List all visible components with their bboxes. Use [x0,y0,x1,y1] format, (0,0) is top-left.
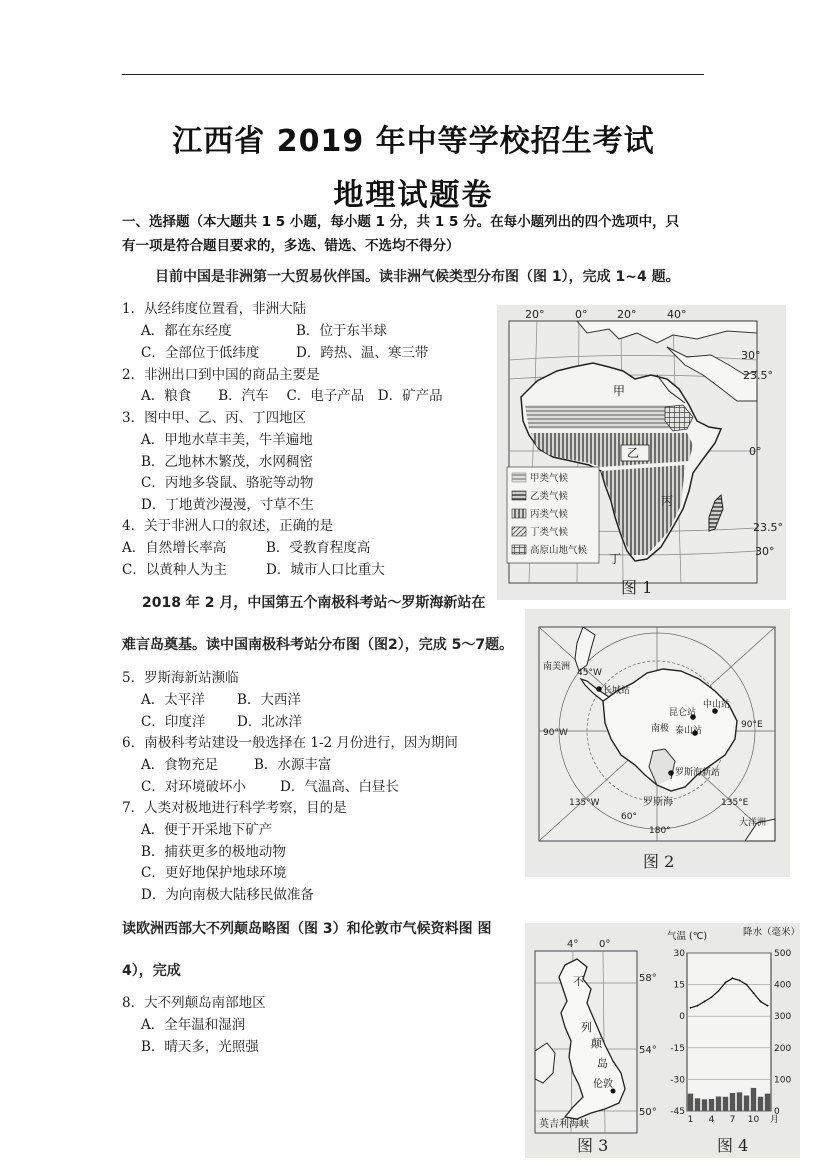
q7-option-a[interactable]: A．便于开采地下矿产 [141,822,273,838]
fig1-caption: 图 1 [621,578,653,597]
q5-option-b[interactable]: B．大西洋 [237,692,301,708]
q5-option-d[interactable]: D．北冰洋 [237,714,302,730]
intro-q5-7-line2: 难言岛奠基。读中国南极科考站分布图（图2），完成 5～7题。 [122,637,514,653]
figure-3-britain-map [525,923,665,1158]
fig2-continent-label: 大洋洲 [739,818,767,828]
temp-tick-label: 0 [679,1012,685,1023]
exam-title: 江西省 2019 年中等学校招生考试 [172,124,655,159]
section-line-2: 有一项是符合题目要求的，多选、错选、不选均不得分） [122,238,460,254]
fig1-legend-item: 高原山地气候 [530,545,588,556]
fig2-caption: 图 2 [643,852,675,871]
fig2-lon-label: 135°E [721,798,749,808]
precip-tick-label: 500 [774,949,792,959]
fig1-legend-item: 丙类气候 [530,509,569,520]
q4-option-d[interactable]: D．城市人口比重大 [266,562,385,578]
fig3-lat-label: 58° [639,973,657,984]
q8-stem: 8．大不列颠岛南部地区 [122,995,266,1011]
fig1-legend-item: 乙类气候 [530,491,569,502]
fig4-caption: 图 4 [717,1136,749,1155]
q6-stem: 6．南极科考站建设一般选择在 1-2 月份进行，因为期间 [122,735,458,751]
q3-option-b[interactable]: B．乙地林木繁茂，水网稠密 [141,454,313,470]
temp-tick-label: -30 [670,1075,685,1086]
q3-option-a[interactable]: A．甲地水草丰美，牛羊遍地 [141,432,313,448]
fig3-city-label: 伦敦 [593,1079,613,1090]
figure-2-antarctica-map [525,609,790,877]
q2-stem: 2．非洲出口到中国的商品主要是 [122,367,320,383]
fig1-region-label: 丁 [609,552,622,566]
fig4-precip-axis-title: 降水（毫米） [743,927,800,938]
q1-option-d[interactable]: D．跨热、温、寒三带 [296,345,429,361]
month-tick-label: 4 [708,1115,715,1125]
q5-option-c[interactable]: C．印度洋 [141,714,206,730]
q1-option-b[interactable]: B．位于东半球 [296,323,387,339]
q6-option-b[interactable]: B．水源丰富 [254,757,332,773]
fig1-lon-label: 40° [667,308,687,321]
fig2-lon-label: 45°W [577,668,602,678]
station-marker [596,686,602,692]
fig3-island-label: 列 [581,1021,592,1034]
section-heading [122,210,692,258]
fig3-island-label: 颠 [591,1037,602,1050]
q6-option-a[interactable]: A．食物充足 [141,757,219,773]
precipitation-bar [751,1088,756,1111]
temp-tick-label: -15 [670,1043,685,1054]
q3-option-c[interactable]: C．丙地多袋鼠、骆驼等动物 [141,475,314,491]
q7-option-d[interactable]: D．为向南极大陆移民做准备 [141,887,314,903]
fig3-island-label: 不 [573,975,584,988]
fig1-lon-label: 20° [525,308,545,321]
q1-stem: 1．从经纬度位置看，非洲大陆 [122,301,307,317]
q6-option-c[interactable]: C．对环境破坏小 [141,779,246,795]
exam-subtitle: 地理试题卷 [333,178,494,213]
month-unit-label: 月 [770,1115,780,1125]
temp-tick-label: 30 [673,949,685,959]
fig2-lon-label: 135°W [569,798,600,808]
fig3-lat-label: 50° [639,1107,657,1118]
fig1-region-label: 乙 [627,446,640,460]
fig3-caption: 图 3 [577,1136,609,1155]
q8-option-b[interactable]: B．晴天多，光照强 [141,1039,259,1055]
q4-option-b[interactable]: B．受教育程度高 [266,540,371,556]
precip-tick-label: 100 [774,1075,792,1086]
precipitation-bar [758,1097,763,1111]
q6-option-d[interactable]: D．气温高、白昼长 [280,779,399,795]
fig2-station-label: 昆仑站 [669,708,697,718]
q7-option-b[interactable]: B．捕获更多的极地动物 [141,844,286,860]
fig1-lat-label: 23.5° [753,521,783,534]
fig2-continent-label: 南美洲 [543,662,571,672]
q4-stem: 4．关于非洲人口的叙述，正确的是 [122,518,334,534]
fig2-pole-label: 南极 [651,724,670,734]
precipitation-bar [716,1096,721,1111]
fig2-station-label: 泰山站 [675,726,703,736]
q4-option-c[interactable]: C．以黄种人为主 [122,562,227,578]
fig1-lat-label: 0° [749,445,762,458]
top-rule [122,74,704,75]
precipitation-bar [723,1097,728,1111]
precipitation-bar [695,1098,700,1111]
fig2-station-label: 罗斯海新站 [675,768,721,778]
precipitation-bar [688,1094,693,1111]
q1-option-a[interactable]: A．都在东经度 [141,323,232,339]
q7-option-c[interactable]: C．更好地保护地球环境 [141,865,287,881]
precip-tick-label: 400 [774,980,792,991]
precipitation-bar [730,1093,735,1111]
fig3-strait-label: 英吉利海峡 [539,1119,589,1130]
q2-options[interactable]: A．粮食 B．汽车 C．电子产品 D．矿产品 [141,388,443,404]
fig1-lat-label: 23.5° [743,369,773,382]
fig1-region-label: 丙 [661,494,674,508]
precip-tick-label: 0 [774,1107,780,1117]
precipitation-bar [702,1099,707,1111]
fig1-legend-item: 甲类气候 [530,473,569,484]
q5-option-a[interactable]: A．太平洋 [141,692,205,708]
intro-q8-line1: 读欧洲西部大不列颠岛略图（图 3）和伦敦市气候资料图 图 [122,921,492,937]
fig1-lat-label: 30° [755,545,775,558]
q5-stem: 5．罗斯海新站濒临 [122,670,239,686]
temp-tick-label: 15 [673,980,685,991]
q8-option-a[interactable]: A．全年温和湿润 [141,1017,246,1033]
fig2-station-label: 长城站 [603,686,631,696]
fig1-lon-label: 20° [617,308,637,321]
fig2-lon-label: 90°W [543,728,568,738]
precipitation-bar [709,1099,714,1111]
fig1-legend-item: 丁类气候 [530,527,569,538]
temp-tick-label: -45 [670,1107,685,1117]
fig2-sea-label: 罗斯海 [643,797,673,808]
fig1-region-label: 甲 [613,384,626,398]
fig2-station-label: 中山站 [703,700,731,710]
figure-4-climate-chart [665,923,800,1158]
fig2-lat-label: 60° [621,812,637,822]
q3-stem: 3．图中甲、乙、丙、丁四地区 [122,410,307,426]
month-tick-label: 7 [729,1115,736,1125]
intro-q1-4: 目前中国是非洲第一大贸易伙伴国。读非洲气候类型分布图（图 1），完成 1~4 题。 [155,269,680,285]
station-marker [668,770,674,776]
q4-option-a[interactable]: A．自然增长率高 [122,540,227,556]
intro-q8-line2: 4），完成 [122,963,181,979]
fig3-lat-label: 54° [639,1045,657,1056]
precipitation-bar [765,1094,770,1111]
fig2-lon-label: 180° [649,826,671,836]
fig1-lon-label: 0° [575,308,588,321]
section-line-1: 一、选择题（本大题共 1 5 小题，每小题 1 分，共 1 5 分。在每小题列出的四个选项中，只 [122,214,680,230]
fig3-lon-label: 4° [567,939,579,950]
precipitation-bar [744,1096,749,1111]
fig2-lon-label: 90°E [741,720,763,730]
month-tick-label: 1 [687,1115,694,1125]
fig1-lat-label: 30° [741,349,761,362]
precip-tick-label: 200 [774,1043,792,1054]
q7-stem: 7．人类对极地进行科学考察，目的是 [122,800,347,816]
fig3-lon-label: 0° [599,939,611,950]
precip-tick-label: 300 [774,1012,792,1023]
q1-option-c[interactable]: C．全部位于低纬度 [141,345,260,361]
month-tick-label: 10 [747,1115,760,1125]
q3-option-d[interactable]: D．丁地黄沙漫漫，寸草不生 [141,497,314,513]
fig4-temp-axis-title: 气温 (℃) [667,931,708,942]
intro-q5-7-line1: 2018 年 2 月，中国第五个南极科考站～罗斯海新站在 [142,595,486,611]
fig3-island-label: 岛 [597,1057,608,1070]
precipitation-bar [737,1092,742,1111]
figure-1-africa-map [497,305,786,600]
